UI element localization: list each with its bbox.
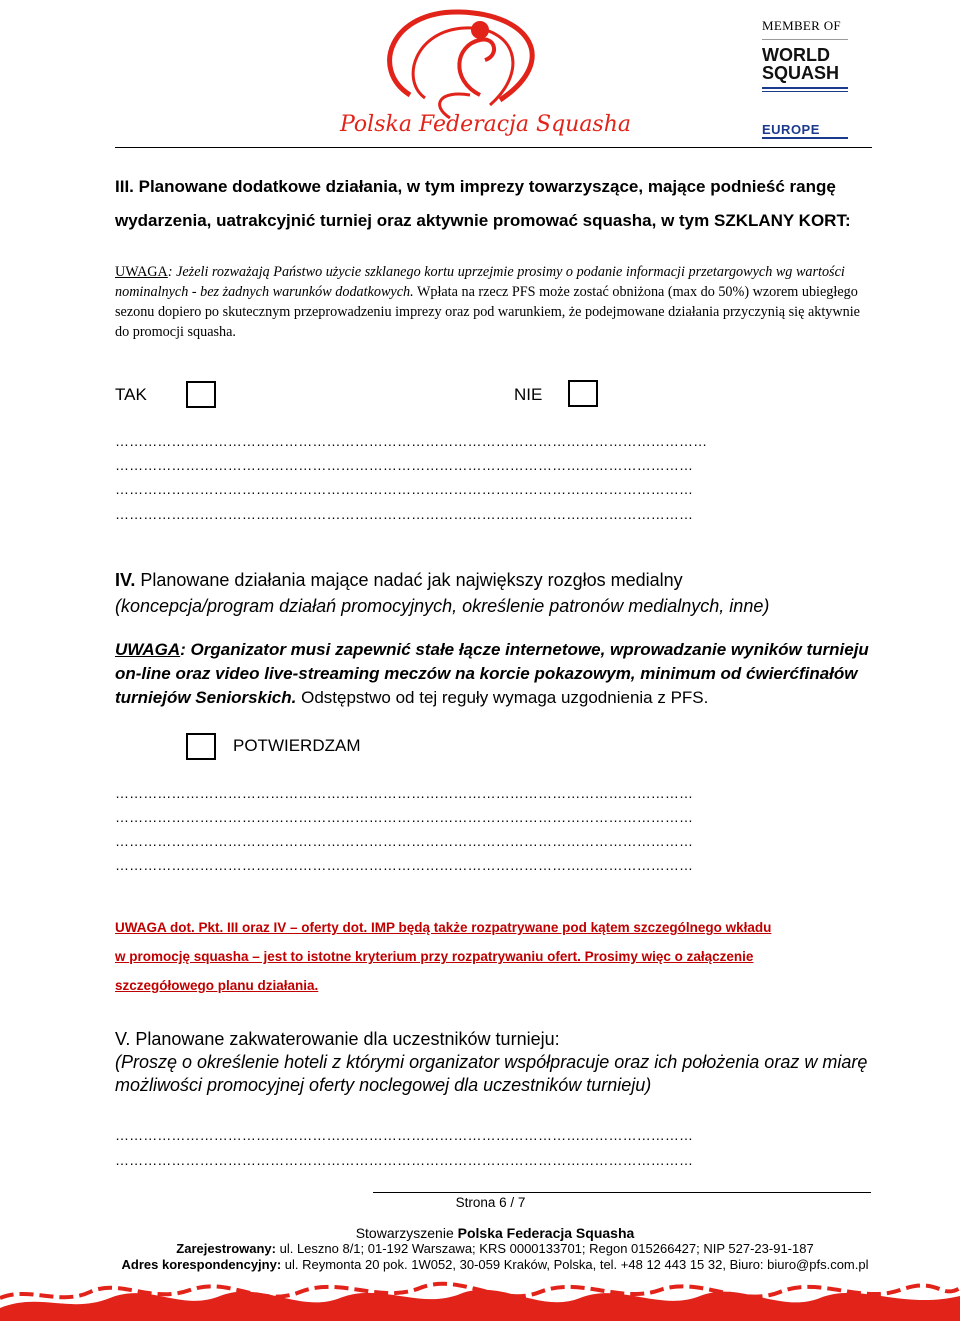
section3-note xyxy=(115,262,875,342)
answer-line[interactable]: …………………………………………………………………………………………………………… xyxy=(115,785,694,801)
footer-org: Stowarzyszenie Polska Federacja Squasha xyxy=(355,1225,635,1241)
tak-label: TAK xyxy=(115,385,147,404)
header-rule xyxy=(115,147,872,148)
pfs-logo-script: Polska Federacja Squasha xyxy=(340,112,632,137)
section4-note: UWAGA: Organizator musi zapewnić stałe łącze internetowe, wprowadzanie wyników turnieju on-line oraz video live-streaming meczów na korcie pokazowym, minimum od ćwierćfinałów turniejów Seniorskich. Odstępstwo od tej reguły wymaga uzgodnienia z PFS. xyxy=(115,640,869,707)
red-note: UWAGA dot. Pkt. III oraz IV – oferty dot. IMP będą także rozpatrywane pod kątem szczególnego wkładu w promocję squasha – jest to istotne kryterium przy rozpatrywaniu ofert. Prosimy więc o załączenie szczegółowego planu działania. xyxy=(115,920,772,993)
world-squash-badge xyxy=(762,18,852,140)
tak-checkbox[interactable] xyxy=(186,381,216,408)
footer-rule xyxy=(373,1192,871,1193)
answer-line[interactable]: …………………………………………………………………………………………………………… xyxy=(115,457,694,473)
answer-line[interactable]: …………………………………………………………………………………………………………… xyxy=(115,1127,694,1143)
note-italic: : Jeżeli rozważają Państwo użycie szklanego kortu uprzejmie prosimy o podanie informacji przetargowych wg wartości nominalnych - bez żadnych warunków dodatkowych. xyxy=(115,264,845,300)
red-wave-decoration xyxy=(0,1278,960,1321)
answer-line[interactable]: …………………………………………………………………………………………………………… xyxy=(115,857,694,873)
pfs-logo xyxy=(330,0,630,150)
potwierdzam-label: POTWIERDZAM xyxy=(233,736,361,755)
potwierdzam-checkbox[interactable] xyxy=(186,733,216,760)
member-of-text: MEMBER OF xyxy=(762,18,841,33)
page-number: Strona 6 / 7 xyxy=(455,1195,526,1210)
section5-subtitle: (Proszę o określenie hoteli z którymi organizator współpracuje oraz ich położenia oraz w miarę możliwości promocyjnej oferty noclegowej dla uczestników turnieju) xyxy=(115,1052,868,1095)
note-regular: Wpłata na rzecz PFS może zostać obniżona (max do 50%) wzorem ubiegłego sezonu dopiero po skutecznym przeprowadzeniu imprezy oraz pod warunkiem, że podejmowane działania przyczynią się aktywnie do promocji squasha. xyxy=(115,284,860,340)
pfs-swirl-icon xyxy=(330,0,630,125)
answer-line[interactable]: …………………………………………………………………………………………………………… xyxy=(115,481,694,497)
answer-line[interactable]: …………………………………………………………………………………………………………… xyxy=(115,506,694,522)
nie-label: NIE xyxy=(514,385,543,404)
section3-title: III. Planowane dodatkowe działania, w tym imprezy towarzyszące, mające podnieść rangę wydarzenia, uatrakcyjnić turniej oraz aktywnie promować squasha, w tym SZKLANY KORT: xyxy=(115,177,851,230)
section4-subtitle: (koncepcja/program działań promocyjnych, określenie patronów medialnych, inne) xyxy=(115,596,770,616)
europe-text: EUROPE xyxy=(762,122,820,137)
world-squash-line2: SQUASH xyxy=(762,63,840,83)
answer-line[interactable]: …………………………………………………………………………………………………………… xyxy=(115,809,694,825)
note-label: UWAGA xyxy=(115,264,168,280)
section4-title: IV. Planowane działania mające nadać jak największy rozgłos medialny (koncepcja/program działań promocyjnych, określenie patronów medialnych, inne) xyxy=(115,567,895,619)
answer-line[interactable]: …………………………………………………………………………………………………………… xyxy=(115,1152,694,1168)
answer-line[interactable]: …………………………………………………………………………………………………………… xyxy=(115,833,694,849)
world-squash-line1: WORLD xyxy=(762,45,830,65)
footer-registered: Zarejestrowany: ul. Leszno 8/1; 01-192 Warszawa; KRS 0000133701; Regon 015266427; NIP 527-23-91-187 xyxy=(176,1241,814,1256)
answer-line[interactable]: ……………………………………………………………………………………………………………… xyxy=(115,433,708,449)
nie-checkbox[interactable] xyxy=(568,380,598,407)
section5-title: V. Planowane zakwaterowanie dla uczestników turnieju: (Proszę o określenie hoteli z którymi organizator współpracuje oraz ich położenia oraz w miarę możliwości promocyjnej oferty noclegowej dla uczestników turnieju) xyxy=(115,1028,895,1097)
footer-address: Adres korespondencyjny: ul. Reymonta 20 pok. 1W052, 30-059 Kraków, Polska, tel. +48 12 443 15 32, Biuro: biuro@pfs.com.pl xyxy=(121,1257,869,1272)
